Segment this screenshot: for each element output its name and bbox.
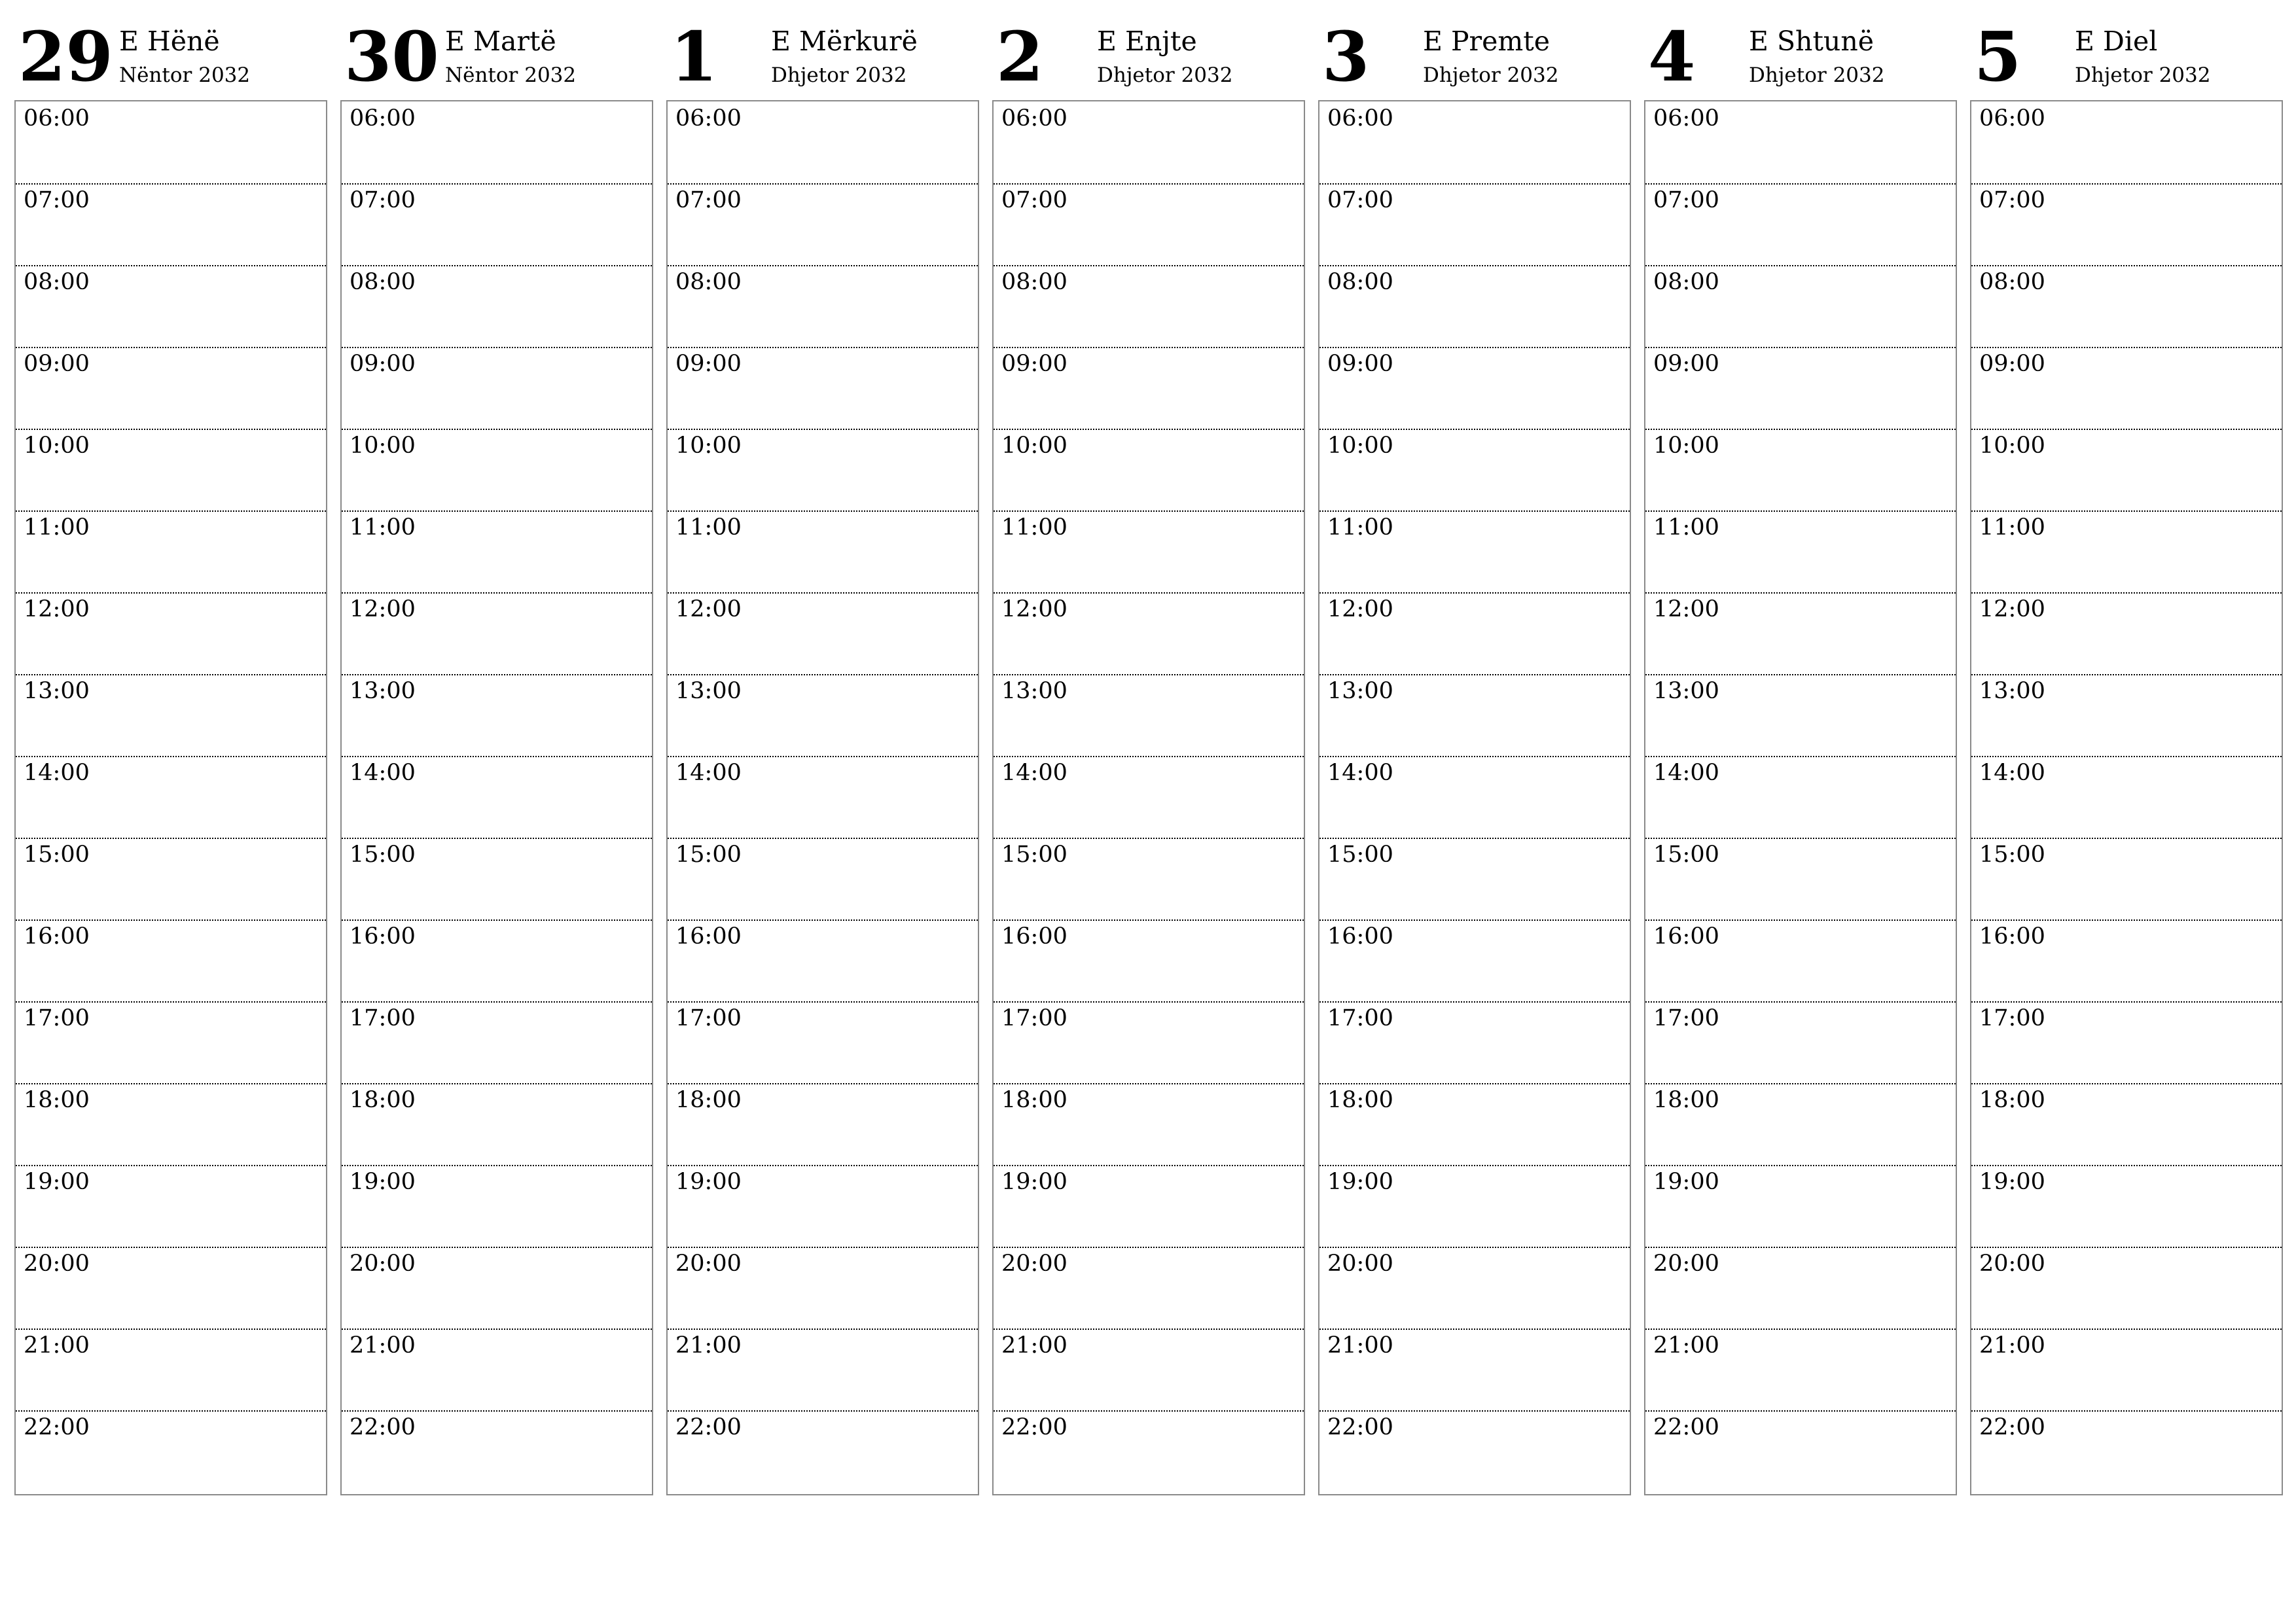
time-label: 17:00 [675,1005,742,1031]
time-label: 18:00 [1979,1087,2045,1113]
day-number: 29 [18,16,113,97]
time-label: 16:00 [1001,923,1067,950]
time-label: 22:00 [1979,1414,2045,1440]
time-label: 09:00 [1979,351,2045,377]
day-number: 2 [996,16,1044,97]
time-label: 22:00 [1653,1414,1719,1440]
time-slot[interactable] [342,429,652,512]
time-slot[interactable] [1319,756,1630,839]
time-slot[interactable] [994,1083,1304,1166]
day-header [1318,0,1631,100]
time-label: 06:00 [1327,105,1393,132]
time-slot[interactable] [342,592,652,675]
time-slot[interactable] [1971,592,2282,675]
time-label: 20:00 [675,1251,742,1277]
time-slot[interactable] [994,510,1304,594]
time-label: 07:00 [1001,187,1067,213]
weekday-name: E Premte [1423,26,1551,57]
hour-grid [1970,100,2283,1495]
time-label: 21:00 [1001,1332,1067,1359]
time-slot[interactable] [668,919,978,1003]
time-slot[interactable] [1971,1083,2282,1166]
time-slot[interactable] [342,838,652,921]
time-slot[interactable] [342,919,652,1003]
time-label: 16:00 [675,923,742,950]
time-label: 10:00 [675,433,742,459]
time-slot[interactable] [668,1165,978,1248]
time-slot[interactable] [342,347,652,430]
time-slot[interactable] [994,756,1304,839]
time-slot[interactable] [994,265,1304,348]
time-slot[interactable] [1645,674,1956,757]
time-label: 16:00 [1327,923,1393,950]
time-label: 12:00 [350,596,416,622]
time-slot[interactable] [668,1247,978,1330]
time-slot[interactable] [994,838,1304,921]
time-label: 17:00 [1327,1005,1393,1031]
time-label: 11:00 [1001,514,1067,541]
time-slot[interactable] [994,183,1304,266]
time-label: 20:00 [350,1251,416,1277]
time-slot[interactable] [1645,1001,1956,1084]
time-label: 07:00 [24,187,90,213]
time-label: 07:00 [1979,187,2045,213]
time-label: 20:00 [1327,1251,1393,1277]
time-label: 20:00 [1979,1251,2045,1277]
time-label: 10:00 [1327,433,1393,459]
time-label: 22:00 [24,1414,90,1440]
time-label: 13:00 [675,678,742,704]
time-slot[interactable] [16,592,326,675]
time-label: 17:00 [24,1005,90,1031]
time-slot[interactable] [1645,1083,1956,1166]
time-label: 13:00 [1653,678,1719,704]
time-slot[interactable] [1645,756,1956,839]
time-label: 14:00 [350,760,416,786]
time-label: 06:00 [1979,105,2045,132]
time-slot[interactable] [1319,347,1630,430]
time-slot[interactable] [16,429,326,512]
weekday-name: E Mërkurë [771,26,918,57]
weekday-name: E Martë [445,26,556,57]
hour-grid [1644,100,1957,1495]
time-slot[interactable] [1971,510,2282,594]
time-slot[interactable] [668,429,978,512]
time-slot[interactable] [1319,510,1630,594]
time-label: 18:00 [24,1087,90,1113]
time-label: 07:00 [1327,187,1393,213]
time-label: 12:00 [24,596,90,622]
time-slot[interactable] [16,101,326,185]
time-slot[interactable] [1971,838,2282,921]
time-slot[interactable] [994,347,1304,430]
time-slot[interactable] [1319,1165,1630,1248]
time-slot[interactable] [668,265,978,348]
month-year: Dhjetor 2032 [2075,63,2211,87]
time-label: 15:00 [1979,842,2045,868]
time-label: 11:00 [350,514,416,541]
day-column [1970,0,2283,1440]
day-header [1644,0,1957,100]
time-label: 08:00 [24,269,90,295]
time-label: 20:00 [1653,1251,1719,1277]
time-slot[interactable] [994,1165,1304,1248]
time-label: 14:00 [1979,760,2045,786]
weekday-name: E Enjte [1097,26,1197,57]
time-slot[interactable] [342,183,652,266]
day-header [340,0,653,100]
time-slot[interactable] [16,838,326,921]
time-label: 11:00 [24,514,90,541]
time-slot[interactable] [994,1247,1304,1330]
time-label: 19:00 [1979,1169,2045,1195]
time-label: 19:00 [350,1169,416,1195]
time-slot[interactable] [1971,265,2282,348]
time-label: 10:00 [1979,433,2045,459]
time-slot[interactable] [342,1165,652,1248]
time-slot[interactable] [994,101,1304,185]
hour-grid [340,100,653,1495]
time-slot[interactable] [994,1329,1304,1412]
time-slot[interactable] [1319,183,1630,266]
time-slot[interactable] [994,1410,1304,1492]
time-label: 22:00 [1327,1414,1393,1440]
time-slot[interactable] [342,265,652,348]
weekday-name: E Hënë [119,26,220,57]
time-slot[interactable] [16,1083,326,1166]
time-label: 06:00 [1653,105,1719,132]
time-slot[interactable] [1319,1410,1630,1492]
month-year: Nëntor 2032 [445,63,577,87]
time-label: 18:00 [1001,1087,1067,1113]
time-label: 08:00 [1979,269,2045,295]
time-label: 14:00 [24,760,90,786]
time-slot[interactable] [1971,183,2282,266]
time-slot[interactable] [994,674,1304,757]
time-slot[interactable] [1319,838,1630,921]
time-label: 07:00 [350,187,416,213]
time-slot[interactable] [1645,1247,1956,1330]
weekday-name: E Shtunë [1749,26,1874,57]
time-label: 06:00 [675,105,742,132]
time-label: 11:00 [1653,514,1719,541]
time-slot[interactable] [16,183,326,266]
time-slot[interactable] [668,1001,978,1084]
time-slot[interactable] [1971,1247,2282,1330]
time-label: 07:00 [675,187,742,213]
time-label: 10:00 [350,433,416,459]
time-label: 21:00 [1653,1332,1719,1359]
time-label: 14:00 [1001,760,1067,786]
time-slot[interactable] [1319,429,1630,512]
time-label: 08:00 [350,269,416,295]
time-label: 11:00 [1979,514,2045,541]
time-label: 18:00 [675,1087,742,1113]
time-slot[interactable] [668,592,978,675]
time-slot[interactable] [16,1410,326,1492]
time-slot[interactable] [16,1329,326,1412]
time-slot[interactable] [994,919,1304,1003]
time-label: 22:00 [350,1414,416,1440]
time-label: 09:00 [1001,351,1067,377]
time-label: 21:00 [1327,1332,1393,1359]
time-slot[interactable] [1645,429,1956,512]
day-column [1644,0,1957,1440]
time-slot[interactable] [668,510,978,594]
day-column [992,0,1305,1440]
time-slot[interactable] [668,347,978,430]
time-slot[interactable] [16,265,326,348]
day-column [666,0,979,1440]
time-slot[interactable] [1645,838,1956,921]
time-label: 15:00 [24,842,90,868]
time-slot[interactable] [668,1083,978,1166]
time-label: 19:00 [675,1169,742,1195]
time-label: 12:00 [675,596,742,622]
time-slot[interactable] [668,183,978,266]
time-label: 10:00 [1001,433,1067,459]
time-label: 15:00 [1653,842,1719,868]
time-slot[interactable] [342,510,652,594]
day-header [992,0,1305,100]
time-slot[interactable] [16,1001,326,1084]
time-slot[interactable] [342,674,652,757]
time-label: 17:00 [1979,1005,2045,1031]
time-slot[interactable] [994,592,1304,675]
time-label: 12:00 [1979,596,2045,622]
time-label: 06:00 [1001,105,1067,132]
time-label: 19:00 [1327,1169,1393,1195]
time-slot[interactable] [1645,265,1956,348]
time-slot[interactable] [1645,1410,1956,1492]
time-label: 07:00 [1653,187,1719,213]
day-header [666,0,979,100]
time-slot[interactable] [1971,1410,2282,1492]
day-number: 5 [1974,16,2022,97]
time-label: 16:00 [24,923,90,950]
time-label: 08:00 [1653,269,1719,295]
time-label: 17:00 [1653,1005,1719,1031]
time-label: 09:00 [24,351,90,377]
time-slot[interactable] [1319,1247,1630,1330]
time-label: 08:00 [1001,269,1067,295]
time-slot[interactable] [1319,674,1630,757]
time-slot[interactable] [16,510,326,594]
time-label: 22:00 [675,1414,742,1440]
day-number: 4 [1648,16,1696,97]
time-slot[interactable] [1971,1329,2282,1412]
time-label: 14:00 [1653,760,1719,786]
time-label: 15:00 [1001,842,1067,868]
time-slot[interactable] [16,674,326,757]
time-slot[interactable] [1319,265,1630,348]
time-slot[interactable] [994,429,1304,512]
time-slot[interactable] [16,347,326,430]
time-slot[interactable] [668,1410,978,1492]
time-slot[interactable] [1319,1329,1630,1412]
time-slot[interactable] [1645,919,1956,1003]
time-label: 11:00 [675,514,742,541]
time-label: 09:00 [350,351,416,377]
time-label: 20:00 [24,1251,90,1277]
time-slot[interactable] [1645,183,1956,266]
time-slot[interactable] [1319,592,1630,675]
time-label: 15:00 [350,842,416,868]
time-slot[interactable] [16,1247,326,1330]
day-number: 3 [1322,16,1370,97]
time-label: 12:00 [1327,596,1393,622]
time-label: 16:00 [350,923,416,950]
time-slot[interactable] [1971,101,2282,185]
time-slot[interactable] [16,756,326,839]
time-label: 21:00 [675,1332,742,1359]
time-slot[interactable] [1645,1329,1956,1412]
time-label: 19:00 [24,1169,90,1195]
time-label: 15:00 [675,842,742,868]
time-label: 21:00 [24,1332,90,1359]
time-label: 13:00 [350,678,416,704]
time-label: 16:00 [1653,923,1719,950]
time-slot[interactable] [1971,919,2282,1003]
time-label: 20:00 [1001,1251,1067,1277]
time-label: 21:00 [350,1332,416,1359]
time-slot[interactable] [16,919,326,1003]
month-year: Dhjetor 2032 [1749,63,1885,87]
time-slot[interactable] [1971,1001,2282,1084]
time-slot[interactable] [1645,510,1956,594]
time-label: 18:00 [1327,1087,1393,1113]
hour-grid [666,100,979,1495]
time-slot[interactable] [1319,919,1630,1003]
time-label: 15:00 [1327,842,1393,868]
time-label: 12:00 [1001,596,1067,622]
time-label: 18:00 [350,1087,416,1113]
time-slot[interactable] [668,101,978,185]
time-slot[interactable] [1319,1001,1630,1084]
day-number: 1 [670,16,718,97]
time-slot[interactable] [342,1329,652,1412]
time-label: 11:00 [1327,514,1393,541]
time-label: 09:00 [1653,351,1719,377]
time-label: 06:00 [350,105,416,132]
hour-grid [1318,100,1631,1495]
time-label: 08:00 [1327,269,1393,295]
day-number: 30 [344,16,439,97]
time-slot[interactable] [342,1001,652,1084]
time-slot[interactable] [994,1001,1304,1084]
time-label: 10:00 [24,433,90,459]
time-slot[interactable] [1645,347,1956,430]
time-slot[interactable] [342,1083,652,1166]
time-slot[interactable] [668,1329,978,1412]
time-label: 10:00 [1653,433,1719,459]
time-slot[interactable] [1971,756,2282,839]
month-year: Dhjetor 2032 [1097,63,1233,87]
time-label: 06:00 [24,105,90,132]
day-header [14,0,327,100]
hour-grid [14,100,327,1495]
time-slot[interactable] [1971,347,2282,430]
time-label: 08:00 [675,269,742,295]
day-column [14,0,327,1440]
time-slot[interactable] [1645,101,1956,185]
time-label: 21:00 [1979,1332,2045,1359]
time-slot[interactable] [1319,101,1630,185]
time-slot[interactable] [1971,429,2282,512]
day-column [340,0,653,1440]
time-label: 19:00 [1653,1169,1719,1195]
time-slot[interactable] [1645,1165,1956,1248]
time-slot[interactable] [668,838,978,921]
weekday-name: E Diel [2075,26,2158,57]
time-label: 14:00 [1327,760,1393,786]
time-slot[interactable] [342,756,652,839]
time-label: 13:00 [1001,678,1067,704]
time-label: 13:00 [1979,678,2045,704]
time-label: 14:00 [675,760,742,786]
time-label: 09:00 [675,351,742,377]
time-slot[interactable] [1971,1165,2282,1248]
time-label: 09:00 [1327,351,1393,377]
time-slot[interactable] [1319,1083,1630,1166]
time-label: 13:00 [24,678,90,704]
time-slot[interactable] [16,1165,326,1248]
month-year: Dhjetor 2032 [771,63,907,87]
time-slot[interactable] [668,756,978,839]
time-slot[interactable] [342,1247,652,1330]
month-year: Dhjetor 2032 [1423,63,1559,87]
hour-grid [992,100,1305,1495]
time-slot[interactable] [342,1410,652,1492]
time-label: 17:00 [1001,1005,1067,1031]
time-label: 16:00 [1979,923,2045,950]
day-column [1318,0,1631,1440]
day-header [1970,0,2283,100]
time-label: 19:00 [1001,1169,1067,1195]
month-year: Nëntor 2032 [119,63,251,87]
time-label: 18:00 [1653,1087,1719,1113]
time-slot[interactable] [1645,592,1956,675]
time-slot[interactable] [342,101,652,185]
time-label: 12:00 [1653,596,1719,622]
time-slot[interactable] [1971,674,2282,757]
time-label: 13:00 [1327,678,1393,704]
time-slot[interactable] [668,674,978,757]
time-label: 17:00 [350,1005,416,1031]
time-label: 22:00 [1001,1414,1067,1440]
